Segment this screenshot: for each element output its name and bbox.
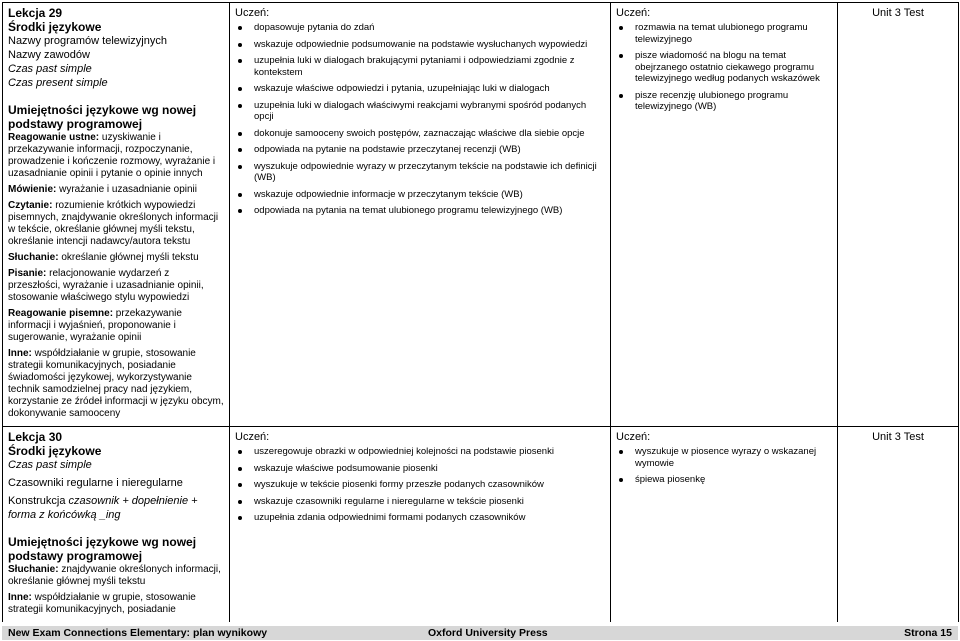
lesson-plan-table xyxy=(2,2,959,622)
requirement-item: uszeregowuje obrazki w odpowiedniej kolejności na podstawie piosenki xyxy=(235,446,605,458)
lesson-row-30 xyxy=(3,427,959,623)
construction-prefix: Konstrukcja xyxy=(8,495,69,507)
skill-label: Czytanie: xyxy=(8,200,53,211)
skill-label: Inne: xyxy=(8,348,32,359)
skill-paragraph xyxy=(8,200,224,248)
requirement-item: pisze wiadomość na blogu na temat obejrzanego ostatnio ciekawego programu telewizyjnego według podanych wskazówek xyxy=(616,50,832,85)
requirement-item: dopasowuje pytania do zdań xyxy=(235,22,605,34)
requirements-list xyxy=(616,446,832,486)
skill-paragraph xyxy=(8,268,224,304)
skill-text: współdziałanie w grupie, stosowanie strategii komunikacyjnych, posiadanie świadomości językowej, wykorzystywanie technik samodzielnej pracy nad językiem, korzystanie ze źródeł informacji w języku obcym, dokonywanie samooceny xyxy=(8,348,224,419)
skill-label: Reagowanie ustne: xyxy=(8,132,100,143)
requirement-item: wyszukuje w tekście piosenki formy przeszłe podanych czasowników xyxy=(235,479,605,491)
lesson-title: Lekcja 30 xyxy=(8,430,63,444)
footer-title: New Exam Connections Elementary: plan wynikowy xyxy=(8,627,268,639)
skill-label: Słuchanie: xyxy=(8,252,59,263)
student-header: Uczeń: xyxy=(616,431,651,443)
skill-text: rozumienie krótkich wypowiedzi pisemnych, znajdywanie określonych informacji w tekście, określanie głównej myśli tekstu, określanie intencji nadawcy/autora tekstu xyxy=(8,200,219,247)
unit-test-label: Unit 3 Test xyxy=(872,431,924,443)
requirement-item: wskazuje czasowniki regularne i nieregularne w tekście piosenki xyxy=(235,496,605,508)
requirements-list xyxy=(235,446,605,524)
basic-requirements-cell xyxy=(230,3,611,427)
requirement-item: wskazuje odpowiednie informacje w przeczytanym tekście (WB) xyxy=(235,189,605,201)
footer-publisher: Oxford University Press xyxy=(428,627,548,639)
requirement-item: rozmawia na temat ulubionego programu telewizyjnego xyxy=(616,22,832,45)
skill-label: Mówienie: xyxy=(8,184,57,195)
basic-requirements-cell xyxy=(230,427,611,623)
skill-paragraph xyxy=(8,252,224,264)
requirement-item: wyszukuje odpowiednie wyrazy w przeczytanym tekście na podstawie ich definicji (WB) xyxy=(235,161,605,184)
requirement-item: wskazuje właściwe odpowiedzi i pytania, uzupełniając luki w dialogach xyxy=(235,83,605,95)
language-item: Nazwy zawodów xyxy=(8,49,90,61)
skill-paragraph xyxy=(8,308,224,344)
lesson-title: Lekcja 29 xyxy=(8,6,63,20)
skills-heading: Umiejętności językowe wg nowej podstawy programowej xyxy=(8,103,197,131)
language-item: Czas present simple xyxy=(8,77,108,89)
lesson-row-29 xyxy=(3,3,959,427)
skill-text: znajdywanie określonych informacji, określanie głównej myśli tekstu xyxy=(8,564,221,587)
requirement-item: odpowiada na pytania na temat ulubionego programu telewizyjnego (WB) xyxy=(235,205,605,217)
student-header: Uczeń: xyxy=(235,7,270,19)
skill-paragraph xyxy=(8,348,224,420)
requirement-item: uzupełnia luki w dialogach właściwymi reakcjami wybranymi spośród podanych opcji xyxy=(235,100,605,123)
language-means-heading: Środki językowe xyxy=(8,444,102,458)
skill-text: współdziałanie w grupie, stosowanie strategii komunikacyjnych, posiadanie xyxy=(8,592,196,615)
requirement-item: uzupełnia zdania odpowiednimi formami podanych czasowników xyxy=(235,512,605,524)
skill-label: Inne: xyxy=(8,592,32,603)
requirement-item: wyszukuje w piosence wyrazy o wskazanej wymowie xyxy=(616,446,832,469)
requirement-item: wskazuje odpowiednie podsumowanie na podstawie wysłuchanych wypowiedzi xyxy=(235,39,605,51)
requirements-list xyxy=(235,22,605,217)
requirements-list xyxy=(616,22,832,113)
requirement-item: uzupełnia luki w dialogach brakującymi pytaniami i odpowiedziami zgodnie z kontekstem xyxy=(235,55,605,78)
requirement-item: śpiewa piosenkę xyxy=(616,474,832,486)
student-header: Uczeń: xyxy=(616,7,651,19)
unit-test-label: Unit 3 Test xyxy=(872,7,924,19)
skill-paragraph xyxy=(8,184,224,196)
student-header: Uczeń: xyxy=(235,431,270,443)
requirement-item: dokonuje samooceny swoich postępów, zaznaczając właściwe dla siebie opcje xyxy=(235,128,605,140)
skill-text: wyrażanie i uzasadnianie opinii xyxy=(56,184,197,195)
language-item: Nazwy programów telewizyjnych xyxy=(8,35,167,47)
construction-formula: czasownik + dopełnienie + forma z końcówką _ing xyxy=(8,495,198,521)
skill-text: określanie głównej myśli tekstu xyxy=(58,252,199,263)
skill-paragraph xyxy=(8,592,224,616)
requirement-item: odpowiada na pytanie na podstawie przeczytanej recenzji (WB) xyxy=(235,144,605,156)
unit-test-cell xyxy=(838,3,959,427)
skill-paragraph xyxy=(8,132,224,180)
unit-test-cell xyxy=(838,427,959,623)
skill-text: przekazywanie informacji i wyjaśnień, proponowanie i sugerowanie, wyrażanie opinii xyxy=(8,308,182,343)
construction-item xyxy=(8,494,224,522)
extended-requirements-cell xyxy=(611,427,838,623)
skill-label: Słuchanie: xyxy=(8,564,59,575)
requirement-item: wskazuje właściwe podsumowanie piosenki xyxy=(235,463,605,475)
lesson-info-cell xyxy=(3,3,230,427)
skills-heading: Umiejętności językowe wg nowej podstawy programowej xyxy=(8,535,197,563)
language-item: Czas past simple xyxy=(8,459,92,471)
lesson-info-cell xyxy=(3,427,230,623)
language-item: Czas past simple xyxy=(8,63,92,75)
language-means-heading: Środki językowe xyxy=(8,20,102,34)
footer-page-number: Strona 15 xyxy=(904,627,952,639)
skill-text: uzyskiwanie i przekazywanie informacji, rozpoczynanie, prowadzenie i kończenie rozmowy, wyrażanie i uzasadnianie opinii i pytanie o opinie innych xyxy=(8,132,216,179)
page-footer xyxy=(2,626,958,640)
language-item: Czasowniki regularne i nieregularne xyxy=(8,477,183,489)
extended-requirements-cell xyxy=(611,3,838,427)
skill-text: relacjonowanie wydarzeń z przeszłości, wyrażanie i uzasadnianie opinii, stosowanie właściwego stylu wypowiedzi xyxy=(8,268,204,303)
skill-label: Pisanie: xyxy=(8,268,47,279)
skill-paragraph xyxy=(8,564,224,588)
skill-label: Reagowanie pisemne: xyxy=(8,308,114,319)
requirement-item: pisze recenzję ulubionego programu telewizyjnego (WB) xyxy=(616,90,832,113)
